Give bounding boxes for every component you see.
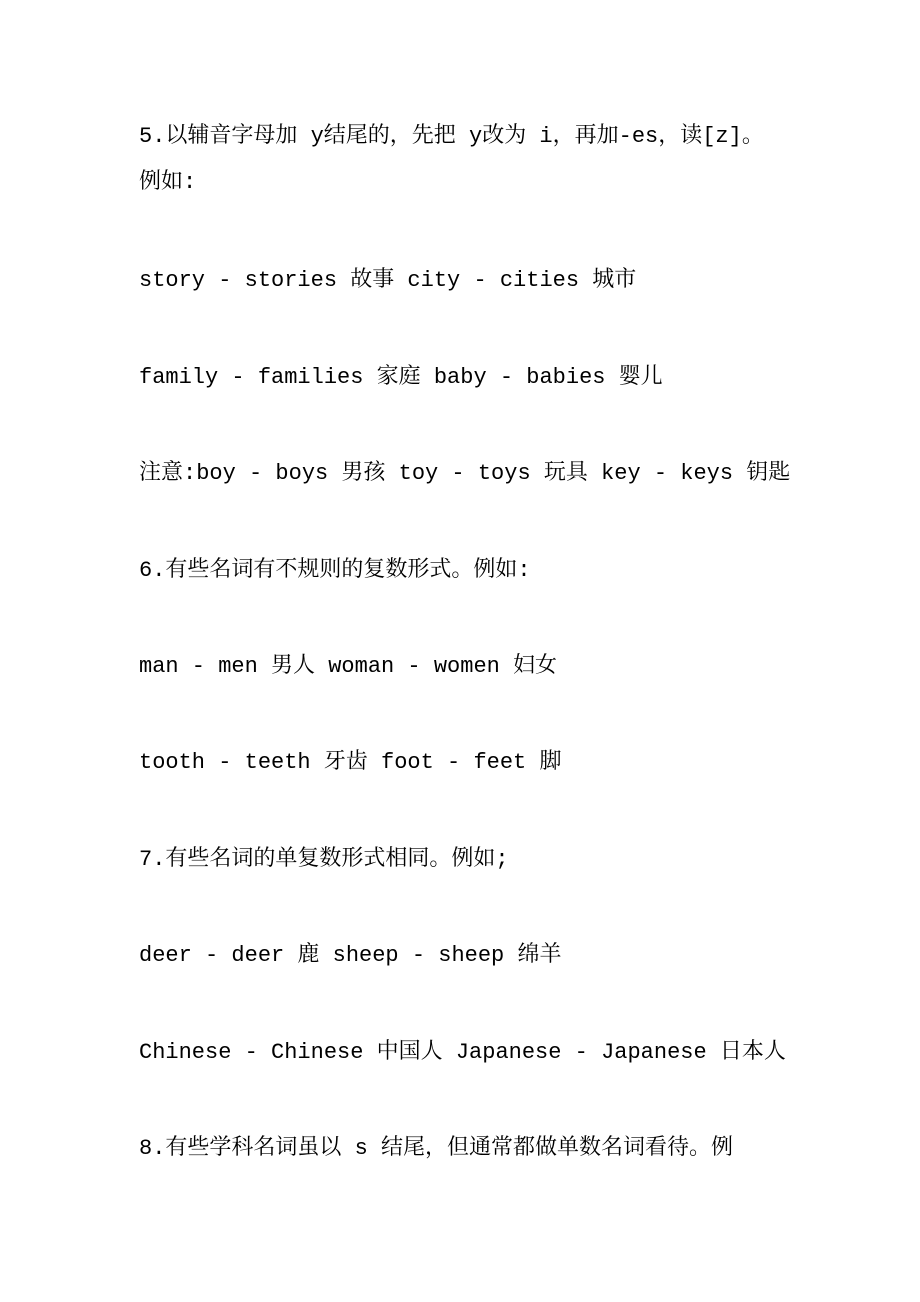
example-line: story - stories 故事 city - cities 城市 xyxy=(139,268,637,293)
rule-5-heading: 5.以辅音字母加 y结尾的，先把 y改为 i，再加-es，读[z]。 xyxy=(139,124,764,149)
example-line: family - families 家庭 baby - babies 婴儿 xyxy=(139,365,663,390)
example-line: man - men 男人 woman - women 妇女 xyxy=(139,654,558,679)
rule-8-heading: 8.有些学科名词虽以 s 结尾，但通常都做单数名词看待。例 xyxy=(139,1136,734,1161)
example-line: deer - deer 鹿 sheep - sheep 绵羊 xyxy=(139,943,562,968)
rule-7-heading: 7.有些名词的单复数形式相同。例如; xyxy=(139,847,509,872)
example-line: Chinese - Chinese 中国人 Japanese - Japanese 日本人 xyxy=(139,1040,786,1065)
example-line: tooth - teeth 牙齿 foot - feet 脚 xyxy=(139,750,562,775)
rule-6-heading: 6.有些名词有不规则的复数形式。例如: xyxy=(139,558,531,583)
note-line: 注意:boy - boys 男孩 toy - toys 玩具 key - keys 钥匙 xyxy=(139,461,791,486)
example-label: 例如: xyxy=(139,170,197,195)
